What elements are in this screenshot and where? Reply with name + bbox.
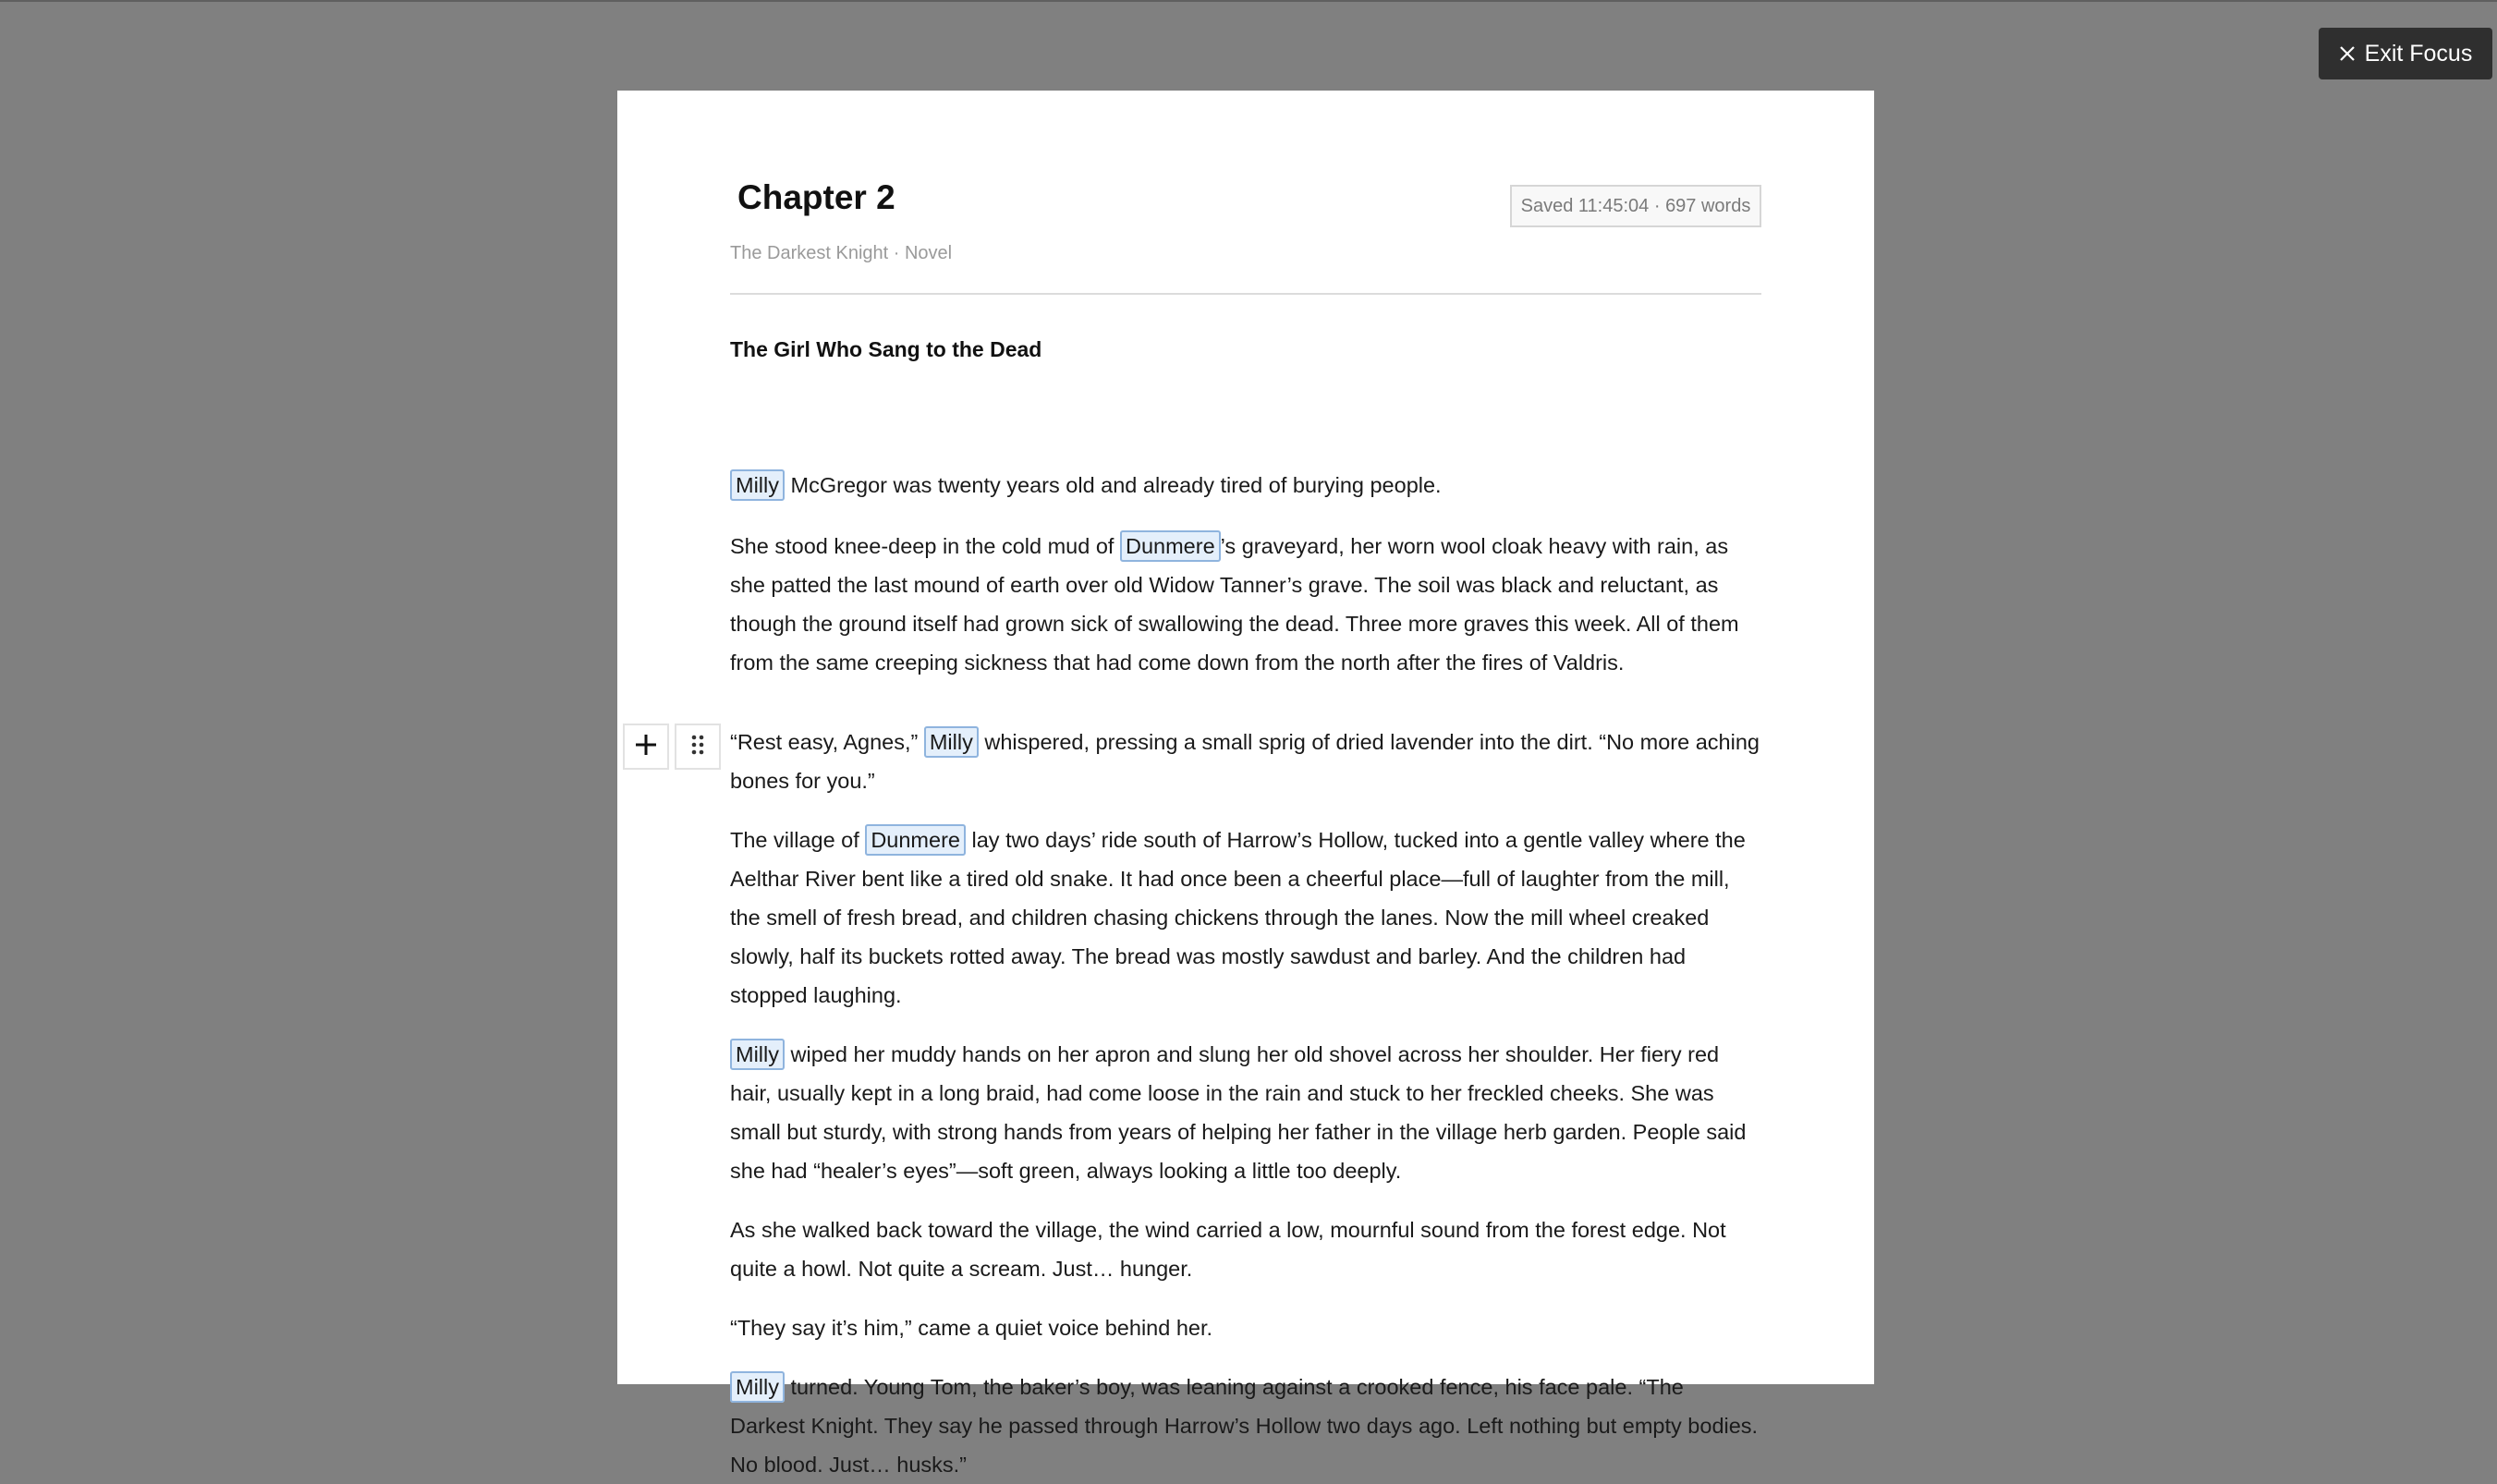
paragraph[interactable]: “They say it’s him,” came a quiet voice behind her.: [730, 1316, 1213, 1340]
entity-tag[interactable]: Milly: [730, 1371, 785, 1403]
plus-icon: [634, 733, 658, 761]
save-status-badge: Saved 11:45:04 · 697 words: [1510, 185, 1761, 227]
paragraph[interactable]: “Rest easy, Agnes,” Milly whispered, pressing a small sprig of dried lavender into the dirt. “No more aching bones for you.”: [730, 723, 1761, 800]
exit-focus-label: Exit Focus: [2364, 40, 2473, 67]
close-icon: [2339, 45, 2356, 62]
entity-tag[interactable]: Dunmere: [865, 824, 966, 856]
exit-focus-button[interactable]: [2319, 28, 2492, 79]
window-top-edge: [0, 0, 2497, 2]
paragraph[interactable]: As she walked back toward the village, the wind carried a low, mournful sound from the forest edge. Not quite a howl. Not quite a scream. Just… hunger.: [730, 1218, 1726, 1281]
entity-tag[interactable]: Milly: [730, 1039, 785, 1070]
header-divider: [730, 293, 1761, 295]
drag-handle-button[interactable]: [675, 724, 721, 770]
paragraph[interactable]: The village of Dunmere lay two days’ ride south of Harrow’s Hollow, tucked into a gentle valley where the Aelthar River bent like a tired old snake. It had once been a cheerful place—full of laughter from the mill, the smell of fresh bread, and children chasing chickens through the lanes. Now the mill wheel creaked slowly, half its buckets rotted away. The bread was mostly sawdust and barley. And the children had stopped laughing.: [730, 821, 1761, 1015]
paragraph[interactable]: Milly McGregor was twenty years old and already tired of burying people.: [730, 466, 1761, 505]
add-block-button[interactable]: [623, 724, 669, 770]
drag-handle-icon: [690, 734, 705, 760]
paragraph[interactable]: Milly turned. Young Tom, the baker’s boy, was leaning against a crooked fence, his face pale. “The Darkest Knight. They say he passed through Harrow’s Hollow two days ago. Left nothing but empty bodies. No blood. Just… husks.”: [730, 1368, 1761, 1484]
document-meta: The Darkest Knight · Novel: [730, 243, 953, 263]
entity-tag[interactable]: Milly: [730, 469, 785, 501]
entity-tag[interactable]: Milly: [924, 726, 979, 758]
section-heading[interactable]: The Girl Who Sang to the Dead: [730, 337, 1042, 361]
page-title[interactable]: Chapter 2: [737, 178, 895, 216]
paragraph[interactable]: Milly wiped her muddy hands on her apron and slung her old shovel across her shoulder. Her fiery red hair, usually kept in a long braid, had come loose in the rain and stuck to her freckled cheeks. She was small but sturdy, with strong hands from years of helping her father in the village herb garden. People said she had “healer’s eyes”—soft green, always looking a little too deeply.: [730, 1035, 1761, 1190]
paragraph[interactable]: She stood knee-deep in the cold mud of Dunmere ’s graveyard, her worn wool cloak heavy with rain, as she patted the last mound of earth over old Widow Tanner’s grave. The soil was black and reluctant, as though the ground itself had grown sick of swallowing the dead. Three more graves this week. All of them from the same creeping sickness that had come down from the north after the fires of Valdris.: [730, 527, 1761, 682]
document-page: [617, 91, 1874, 1477]
entity-tag[interactable]: Dunmere: [1120, 530, 1221, 562]
